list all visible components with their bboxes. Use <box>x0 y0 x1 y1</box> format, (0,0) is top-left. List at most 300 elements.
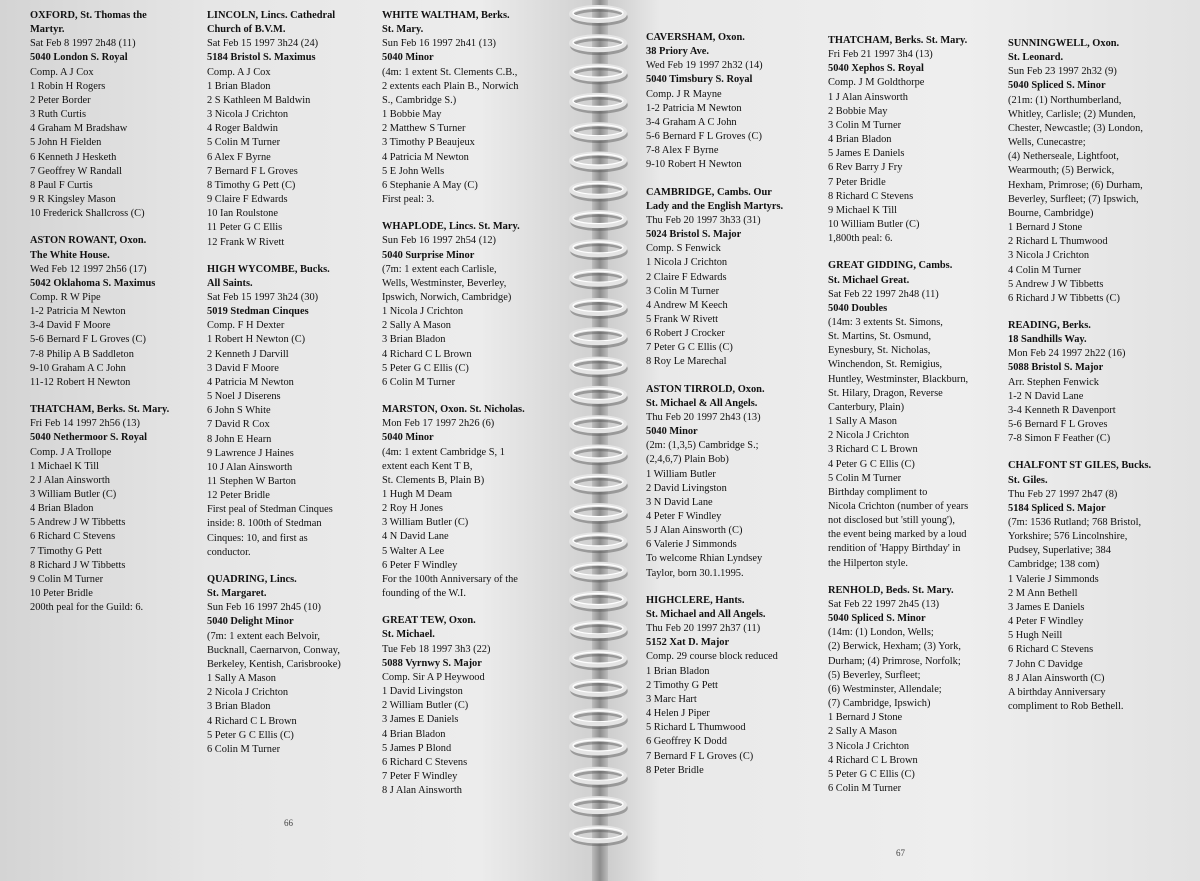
entry-body-line: 6 Valerie J Simmonds <box>646 539 737 551</box>
entry-body-line: 2 Sally A Mason <box>828 726 897 738</box>
entry-heading-line: 38 Priory Ave. <box>646 46 709 58</box>
entry-body-line: 5 James E Daniels <box>828 148 905 160</box>
entry-body-line: Cambridge; 138 com) <box>1008 559 1100 571</box>
entry-body-line: 5 Peter G C Ellis (C) <box>207 729 294 741</box>
entry-body-line: 3-4 Graham A C John <box>646 116 737 128</box>
entry-method-line: 5152 Xat D. Major <box>646 637 730 649</box>
spiral-coil <box>571 798 626 815</box>
page-number-right: 67 <box>896 848 905 858</box>
entry-body-line: 9 Claire F Edwards <box>207 194 288 206</box>
entry-body-line: 5-6 Bernard F L Groves <box>1008 419 1108 431</box>
entry-body-line: St. Hilary, Dragon, Reverse <box>828 387 943 399</box>
entry-body-line: 4 Peter G C Ellis (C) <box>828 458 915 470</box>
entry-body-line: 1 Valerie J Simmonds <box>1008 573 1099 585</box>
entry-date-line: Sun Feb 16 1997 2h54 (12) <box>382 235 497 247</box>
entry-body-line: 1 Brian Bladon <box>646 665 710 677</box>
entry-body-line: 4 Brian Bladon <box>382 728 446 740</box>
entry-body-line: 2 William Butler (C) <box>382 700 469 712</box>
entry-body-line: 3 William Butler (C) <box>382 517 469 529</box>
peal-entry <box>382 614 562 798</box>
peal-entry <box>646 186 826 370</box>
entry-heading-line: St. Michael and All Angels. <box>646 608 766 620</box>
entry-body-line: 5-6 Bernard F L Groves (C) <box>646 131 762 143</box>
entry-heading-line: St. Leonard. <box>1008 52 1064 64</box>
entry-body-line: 5 Hugh Neill <box>1008 630 1063 642</box>
peal-entry <box>382 9 562 207</box>
spiral-coil <box>571 124 626 141</box>
entry-body-line: 5 Colin M Turner <box>207 137 281 149</box>
entry-body-line: 1 Bernard J Stone <box>1008 222 1083 234</box>
entry-body-line: Arr. Stephen Fenwick <box>1008 376 1099 388</box>
peal-entry <box>382 403 562 601</box>
entry-date-line: Thu Feb 20 1997 2h43 (13) <box>646 411 761 423</box>
entry-method-line: 5040 Surprise Minor <box>382 249 475 261</box>
entry-method-line: 5042 Oklahoma S. Maximus <box>30 277 156 289</box>
entry-body-line: 4 Patricia M Newton <box>382 151 469 163</box>
entry-body-line: (2) Berwick, Hexham; (3) York, <box>828 641 962 653</box>
entry-heading-line: THATCHAM, Berks. St. Mary. <box>30 404 170 416</box>
entry-body-line: Comp. A J Cox <box>30 66 94 78</box>
entry-body-line: extent each Kent T B, <box>382 460 473 472</box>
entry-date-line: Thu Feb 20 1997 2h37 (11) <box>646 623 761 635</box>
entry-body-line: the event being marked by a loud <box>828 529 967 541</box>
entry-body-line: 2 extents each Plain B., Norwich <box>382 80 519 92</box>
spiral-coil <box>571 183 626 200</box>
entry-body-line: Wells, Cunecastre; <box>1008 137 1086 149</box>
entry-body-line: For the 100th Anniversary of the <box>382 573 518 585</box>
entry-body-line: 8 John E Hearn <box>207 433 272 445</box>
spiral-coil <box>571 505 626 522</box>
entry-date-line: Sat Feb 15 1997 3h24 (30) <box>207 291 319 303</box>
entry-body-line: Comp. F H Dexter <box>207 320 285 332</box>
entry-body-line: 5 Frank W Rivett <box>646 313 719 325</box>
entry-body-line: 6 Kenneth J Hesketh <box>30 151 117 163</box>
entry-body-line: 6 Geoffrey K Dodd <box>646 736 727 748</box>
entry-body-line: 1 Bernard J Stone <box>828 712 903 724</box>
entry-body-line: (7m: 1 extent each Belvoir, <box>207 630 320 642</box>
peal-entry <box>646 594 826 778</box>
entry-date-line: Sun Feb 16 1997 2h41 (13) <box>382 38 497 50</box>
entry-body-line: 7-8 Simon F Feather (C) <box>1008 433 1111 445</box>
entry-body-line: 2 Nicola J Crichton <box>207 687 289 699</box>
entry-body-line: 7 Bernard F L Groves (C) <box>646 750 754 762</box>
column-3 <box>382 9 562 811</box>
entry-body-line: 9 Michael K Till <box>828 204 897 216</box>
entry-body-line: compliment to Rob Bethell. <box>1008 701 1124 713</box>
peal-entry <box>30 234 200 390</box>
entry-heading-line: ASTON TIRROLD, Oxon. <box>646 383 765 395</box>
entry-method-line: 5088 Vyrnwy S. Major <box>382 657 482 669</box>
entry-date-line: Fri Feb 14 1997 2h56 (13) <box>30 418 140 430</box>
entry-body-line: 3 Marc Hart <box>646 693 697 705</box>
entry-body-line: 3 Colin M Turner <box>646 285 720 297</box>
entry-body-line: 3-4 David F Moore <box>30 320 111 332</box>
peal-entry <box>382 220 562 390</box>
entry-body-line: 2 Claire F Edwards <box>646 271 727 283</box>
entry-body-line: Comp. 29 course block reduced <box>646 651 778 663</box>
entry-body-line: (2m: (1,3,5) Cambridge S.; <box>646 440 759 452</box>
entry-body-line: 4 Brian Bladon <box>30 503 94 515</box>
entry-body-line: 4 Roger Baldwin <box>207 123 278 135</box>
entry-body-line: 1 Bobbie May <box>382 109 442 121</box>
entry-heading-line: The White House. <box>30 249 110 261</box>
entry-body-line: 4 Graham M Bradshaw <box>30 123 128 135</box>
entry-body-line: Whitley, Carlisle; (2) Munden, <box>1008 108 1136 120</box>
entry-body-line: 12 Peter Bridle <box>207 490 270 502</box>
entry-date-line: Mon Feb 24 1997 2h22 (16) <box>1008 348 1126 360</box>
entry-body-line: Chester, Newcastle; (3) London, <box>1008 122 1143 134</box>
entry-date-line: Sun Feb 23 1997 2h32 (9) <box>1008 66 1117 78</box>
entry-body-line: 5 Peter G C Ellis (C) <box>828 768 915 780</box>
entry-body-line: Birthday compliment to <box>828 486 928 498</box>
entry-body-line: 1 William Butler <box>646 468 716 480</box>
entry-heading-line: 18 Sandhills Way. <box>1008 334 1087 346</box>
entry-body-line: 11-12 Robert H Newton <box>30 376 131 388</box>
entry-body-line: Nicola Crichton (number of years <box>828 501 969 512</box>
entry-body-line: 8 J Alan Ainsworth <box>382 785 462 797</box>
entry-body-line: 2 M Ann Bethell <box>1008 587 1078 599</box>
entry-body-line: Pudsey, Superlative; 384 <box>1008 545 1111 557</box>
entry-body-line: 2 S Kathleen M Baldwin <box>207 94 311 106</box>
entry-body-line: 5 Richard L Thumwood <box>646 722 746 734</box>
spiral-coil <box>571 564 626 581</box>
spiral-coil <box>571 154 626 171</box>
spiral-coil <box>571 622 626 639</box>
entry-body-line: 4 Colin M Turner <box>1008 264 1082 276</box>
entry-heading-line: St. Mary. <box>382 24 424 36</box>
entry-body-line: 3 Timothy P Beaujeux <box>382 137 475 149</box>
entry-body-line: 7 Peter F Windley <box>382 770 458 782</box>
spiral-binding <box>568 0 628 881</box>
entry-body-line: 9 R Kingsley Mason <box>30 194 116 206</box>
entry-body-line: 5 Noel J Diserens <box>207 391 281 403</box>
entry-body-line: 1 Nicola J Crichton <box>646 257 728 269</box>
entry-body-line: 6 Richard C Stevens <box>30 531 116 543</box>
entry-body-line: Wearmouth; (5) Berwick, <box>1008 165 1115 177</box>
entry-body-line: First peal: 3. <box>382 194 435 206</box>
entry-body-line: Winchendon, St. Remigius, <box>828 359 943 371</box>
entry-body-line: 5-6 Bernard F L Groves (C) <box>30 334 146 346</box>
entry-heading-line: CAVERSHAM, Oxon. <box>646 32 745 43</box>
entry-heading-line: St. Michael. <box>382 629 435 641</box>
entry-body-line: 7 Bernard F L Groves <box>207 165 298 177</box>
entry-body-line: 6 Alex F Byrne <box>207 151 271 163</box>
entry-body-line: 10 Peter Bridle <box>30 588 93 600</box>
entry-date-line: Sun Feb 16 1997 2h45 (10) <box>207 602 322 614</box>
entry-body-line: (4m: 1 extent Cambridge S, 1 <box>382 446 505 458</box>
entry-heading-line: OXFORD, St. Thomas the <box>30 10 147 21</box>
entry-body-line: founding of the W.I. <box>382 588 466 600</box>
entry-body-line: St. Martins, St. Osmund, <box>828 331 932 343</box>
entry-body-line: 9 Lawrence J Haines <box>207 447 294 459</box>
entry-body-line: 6 Richard C Stevens <box>382 756 468 768</box>
peal-entry <box>207 573 377 757</box>
peal-entry <box>207 9 377 250</box>
entry-body-line: 5 Walter A Lee <box>382 545 445 557</box>
entry-heading-line: GREAT TEW, Oxon. <box>382 615 476 627</box>
entry-body-line: 2 Timothy G Pett <box>646 679 718 691</box>
entry-body-line: (4m: 1 extent St. Clements C.B., <box>382 66 518 78</box>
entry-body-line: Bourne, Cambridge) <box>1008 207 1094 219</box>
entry-body-line: Huntley, Westminster, Blackburn, <box>828 373 969 385</box>
spiral-coil <box>571 300 626 317</box>
entry-body-line: 1 Nicola J Crichton <box>382 306 464 318</box>
entry-body-line: 1 Michael K Till <box>30 460 99 472</box>
entry-heading-line: St. Michael & All Angels. <box>646 397 758 409</box>
entry-heading-line: QUADRING, Lincs. <box>207 573 297 585</box>
spiral-coil <box>571 740 626 757</box>
entry-heading-line: St. Margaret. <box>207 588 267 600</box>
spiral-coil <box>571 681 626 698</box>
peal-entry <box>828 259 1003 570</box>
entry-body-line: 4 Andrew M Keech <box>646 299 728 311</box>
entry-body-line: 2 Roy H Jones <box>382 503 443 515</box>
entry-body-line: 1 Brian Bladon <box>207 80 271 92</box>
entry-body-line: 6 Colin M Turner <box>382 376 456 388</box>
entry-method-line: 5040 Xephos S. Royal <box>828 63 924 75</box>
entry-body-line: Comp. S Fenwick <box>646 243 721 255</box>
spiral-coil <box>571 827 626 844</box>
entry-heading-line: St. Giles. <box>1008 474 1048 486</box>
entry-body-line: Wells, Westminster, Beverley, <box>382 277 507 289</box>
peal-entry <box>207 263 377 560</box>
entry-body-line: 2 David Livingston <box>646 482 727 494</box>
spiral-coil <box>571 388 626 405</box>
entry-date-line: Tue Feb 18 1997 3h3 (22) <box>382 643 491 655</box>
entry-body-line: Hexham, Primrose; (6) Durham, <box>1008 179 1143 191</box>
entry-body-line: Durham; (4) Primrose, Norfolk; <box>828 655 961 667</box>
entry-body-line: 3 Nicola J Crichton <box>207 109 289 121</box>
entry-body-line: (14m: (1) London, Wells; <box>828 627 934 639</box>
entry-body-line: St. Clements B, Plain B) <box>382 474 485 486</box>
entry-body-line: 2 Richard L Thumwood <box>1008 236 1108 248</box>
entry-body-line: 2 J Alan Ainsworth <box>30 474 110 486</box>
spiral-coil <box>571 652 626 669</box>
entry-body-line: 1 Sally A Mason <box>207 673 276 685</box>
entry-body-line: 6 Colin M Turner <box>207 743 281 755</box>
entry-method-line: 5040 Minor <box>646 426 698 438</box>
entry-body-line: (14m: 3 extents St. Simons, <box>828 316 943 328</box>
spiral-coil <box>571 7 626 24</box>
entry-heading-line: Lady and the English Martyrs. <box>646 200 784 212</box>
entry-date-line: Thu Feb 27 1997 2h47 (8) <box>1008 488 1118 500</box>
entry-body-line: 3 William Butler (C) <box>30 489 117 500</box>
spiral-coil <box>571 417 626 434</box>
entry-body-line: 5 J Alan Ainsworth (C) <box>646 525 743 537</box>
spiral-coil <box>571 593 626 610</box>
spiral-coil <box>571 476 626 493</box>
entry-heading-line: HIGHCLERE, Hants. <box>646 594 745 606</box>
entry-body-line: 6 John S White <box>207 405 271 417</box>
entry-body-line: Taylor, born 30.1.1995. <box>646 567 744 579</box>
entry-body-line: conductor. <box>207 546 251 558</box>
spiral-coil <box>571 95 626 112</box>
entry-body-line: 9 Colin M Turner <box>30 573 104 585</box>
spiral-coil <box>571 212 626 229</box>
column-5 <box>828 34 1003 809</box>
entry-body-line: (2,4,6,7) Plain Bob) <box>646 454 729 466</box>
entry-body-line: the Hilperton style. <box>828 557 908 569</box>
spiral-coil <box>571 66 626 83</box>
entry-body-line: 3 Nicola J Crichton <box>1008 250 1090 262</box>
spiral-coil <box>571 447 626 464</box>
entry-date-line: Wed Feb 19 1997 2h32 (14) <box>646 60 763 72</box>
entry-body-line: 7-8 Philip A B Saddleton <box>30 348 134 360</box>
entry-body-line: (7m: 1 extent each Carlisle, <box>382 263 497 275</box>
entry-date-line: Sat Feb 8 1997 2h48 (11) <box>30 38 136 50</box>
entry-body-line: 8 Roy Le Marechal <box>646 356 727 368</box>
entry-body-line: Comp. J A Trollope <box>30 446 112 458</box>
peal-entry <box>828 34 1003 246</box>
entry-body-line: 4 Richard C L Brown <box>382 348 472 360</box>
entry-heading-line: HIGH WYCOMBE, Bucks. <box>207 263 330 275</box>
entry-heading-line: GREAT GIDDING, Cambs. <box>828 260 953 272</box>
entry-body-line: 6 Richard C Stevens <box>1008 644 1094 656</box>
entry-body-line: Canterbury, Plain) <box>828 401 905 413</box>
entry-method-line: 5019 Stedman Cinques <box>207 306 309 318</box>
entry-body-line: 7 Geoffrey W Randall <box>30 165 123 177</box>
spiral-coil <box>571 36 626 53</box>
entry-body-line: Berkeley, Kentish, Carisbrooke) <box>207 658 341 670</box>
entry-body-line: 3 Brian Bladon <box>207 701 271 713</box>
spiral-coil <box>571 271 626 288</box>
entry-method-line: 5088 Bristol S. Major <box>1008 362 1104 374</box>
entry-heading-line: READING, Berks. <box>1008 319 1091 331</box>
peal-entry <box>1008 459 1188 714</box>
entry-heading-line: St. Michael Great. <box>828 274 910 286</box>
entry-body-line: (5) Beverley, Surfleet; <box>828 669 921 681</box>
entry-heading-line: WHAPLODE, Lincs. St. Mary. <box>382 221 520 233</box>
spiral-coil <box>571 359 626 376</box>
entry-heading-line: Martyr. <box>30 24 65 36</box>
peal-entry <box>30 9 200 221</box>
entry-body-line: 4 Brian Bladon <box>828 134 892 146</box>
peal-entry <box>1008 319 1188 446</box>
column-2 <box>207 9 377 770</box>
entry-body-line: 2 Kenneth J Darvill <box>207 348 289 360</box>
entry-body-line: 2 Peter Border <box>30 94 91 106</box>
entry-body-line: Cinques: 10, and first as <box>207 532 308 544</box>
peal-entry <box>828 584 1003 796</box>
entry-heading-line: Church of B.V.M. <box>207 24 286 36</box>
entry-body-line: 1 Robert H Newton (C) <box>207 334 306 346</box>
entry-body-line: 7 John C Davidge <box>1008 658 1083 670</box>
entry-body-line: A birthday Anniversary <box>1008 686 1106 698</box>
entry-body-line: 5 James P Blond <box>382 742 452 754</box>
column-4 <box>646 31 826 791</box>
entry-body-line: Eynesbury, St. Nicholas, <box>828 345 931 357</box>
entry-body-line: rendition of 'Happy Birthday' in <box>828 543 961 555</box>
entry-body-line: 1 Robin H Rogers <box>30 80 106 92</box>
entry-body-line: 5 Peter G C Ellis (C) <box>382 362 469 374</box>
entry-body-line: not disclosed but 'still young'), <box>828 515 955 527</box>
entry-body-line: 6 Rev Barry J Fry <box>828 162 903 174</box>
entry-body-line: 6 Colin M Turner <box>828 782 902 794</box>
entry-heading-line: THATCHAM, Berks. St. Mary. <box>828 35 968 46</box>
entry-body-line: 5 E John Wells <box>382 165 445 177</box>
entry-date-line: Mon Feb 17 1997 2h26 (6) <box>382 418 495 430</box>
entry-date-line: Wed Feb 12 1997 2h56 (17) <box>30 263 147 275</box>
entry-date-line: Sat Feb 15 1997 3h24 (24) <box>207 38 319 50</box>
entry-body-line: (7m: 1536 Rutland; 768 Bristol, <box>1008 517 1142 528</box>
entry-body-line: S., Cambridge S.) <box>382 94 457 106</box>
entry-heading-line: WHITE WALTHAM, Berks. <box>382 10 510 21</box>
entry-body-line: 10 Ian Roulstone <box>207 208 278 220</box>
entry-body-line: 5 John H Fielden <box>30 137 102 149</box>
entry-body-line: 1-2 N David Lane <box>1008 390 1084 402</box>
entry-body-line: 8 Richard J W Tibbetts <box>30 559 126 571</box>
entry-body-line: (6) Westminster, Allendale; <box>828 683 942 695</box>
entry-body-line: 7-8 Alex F Byrne <box>646 145 719 157</box>
entry-body-line: 4 Richard C L Brown <box>828 754 918 766</box>
entry-body-line: Ipswich, Norwich, Cambridge) <box>382 291 512 303</box>
entry-body-line: 4 Peter F Windley <box>646 511 722 522</box>
spiral-coil <box>571 769 626 786</box>
entry-method-line: 5024 Bristol S. Major <box>646 229 742 241</box>
entry-method-line: 5040 London S. Royal <box>30 52 128 64</box>
entry-date-line: Fri Feb 21 1997 3h4 (13) <box>828 49 933 61</box>
entry-body-line: Bucknall, Caernarvon, Conway, <box>207 644 340 656</box>
entry-method-line: 5040 Spliced S. Minor <box>828 613 926 625</box>
entry-body-line: 4 Peter F Windley <box>1008 616 1084 628</box>
entry-body-line: 3-4 Kenneth R Davenport <box>1008 404 1116 416</box>
entry-body-line: 5 Colin M Turner <box>828 472 902 484</box>
peal-entry <box>646 31 826 173</box>
entry-body-line: 7 Timothy G Pett <box>30 545 102 557</box>
entry-body-line: 2 Nicola J Crichton <box>828 430 910 442</box>
column-6 <box>1008 37 1188 727</box>
entry-heading-line: RENHOLD, Beds. St. Mary. <box>828 584 954 596</box>
spiral-coil <box>571 534 626 551</box>
spiral-coil <box>571 710 626 727</box>
entry-heading-line: LINCOLN, Lincs. Cathedral <box>207 10 336 21</box>
entry-body-line: 5 Andrew J W Tibbetts <box>1008 278 1104 290</box>
entry-body-line: 7 Peter Bridle <box>828 176 886 188</box>
entry-heading-line: CHALFONT ST GILES, Bucks. <box>1008 460 1152 472</box>
entry-body-line: 8 Richard C Stevens <box>828 190 914 202</box>
entry-heading-line: MARSTON, Oxon. St. Nicholas. <box>382 404 525 416</box>
right-page <box>600 0 1200 881</box>
entry-method-line: 5040 Timsbury S. Royal <box>646 74 753 86</box>
peal-entry <box>1008 37 1188 306</box>
entry-body-line: 10 J Alan Ainsworth <box>207 461 293 473</box>
entry-heading-line: SUNNINGWELL, Oxon. <box>1008 38 1120 49</box>
entry-method-line: 5040 Doubles <box>828 302 888 314</box>
entry-body-line: 8 J Alan Ainsworth (C) <box>1008 672 1105 684</box>
peal-entry <box>646 383 826 581</box>
entry-heading-line: CAMBRIDGE, Cambs. Our <box>646 186 772 198</box>
entry-body-line: 1 J Alan Ainsworth <box>828 91 908 103</box>
entry-body-line: 6 Peter F Windley <box>382 559 458 571</box>
entry-body-line: Yorkshire; 576 Lincolnshire, <box>1008 531 1128 543</box>
entry-body-line: 7 David R Cox <box>207 419 270 431</box>
entry-body-line: 11 Peter G C Ellis <box>207 222 283 234</box>
entry-body-line: 3 Ruth Curtis <box>30 109 87 121</box>
page-number-left: 66 <box>284 818 293 828</box>
entry-body-line: Comp. A J Cox <box>207 66 271 78</box>
spiral-coil <box>571 241 626 258</box>
entry-body-line: 8 Peter Bridle <box>646 764 704 776</box>
entry-body-line: 1-2 Patricia M Newton <box>30 306 126 318</box>
entry-body-line: 9-10 Graham A C John <box>30 362 126 374</box>
entry-body-line: 8 Paul F Curtis <box>30 179 93 191</box>
entry-method-line: 5184 Bristol S. Maximus <box>207 52 316 64</box>
entry-body-line: 2 Bobbie May <box>828 105 888 117</box>
entry-body-line: 200th peal for the Guild: 6. <box>30 602 144 614</box>
entry-method-line: 5040 Minor <box>382 432 434 444</box>
entry-body-line: 3 Brian Bladon <box>382 334 446 346</box>
entry-body-line: 3 N David Lane <box>646 496 713 508</box>
